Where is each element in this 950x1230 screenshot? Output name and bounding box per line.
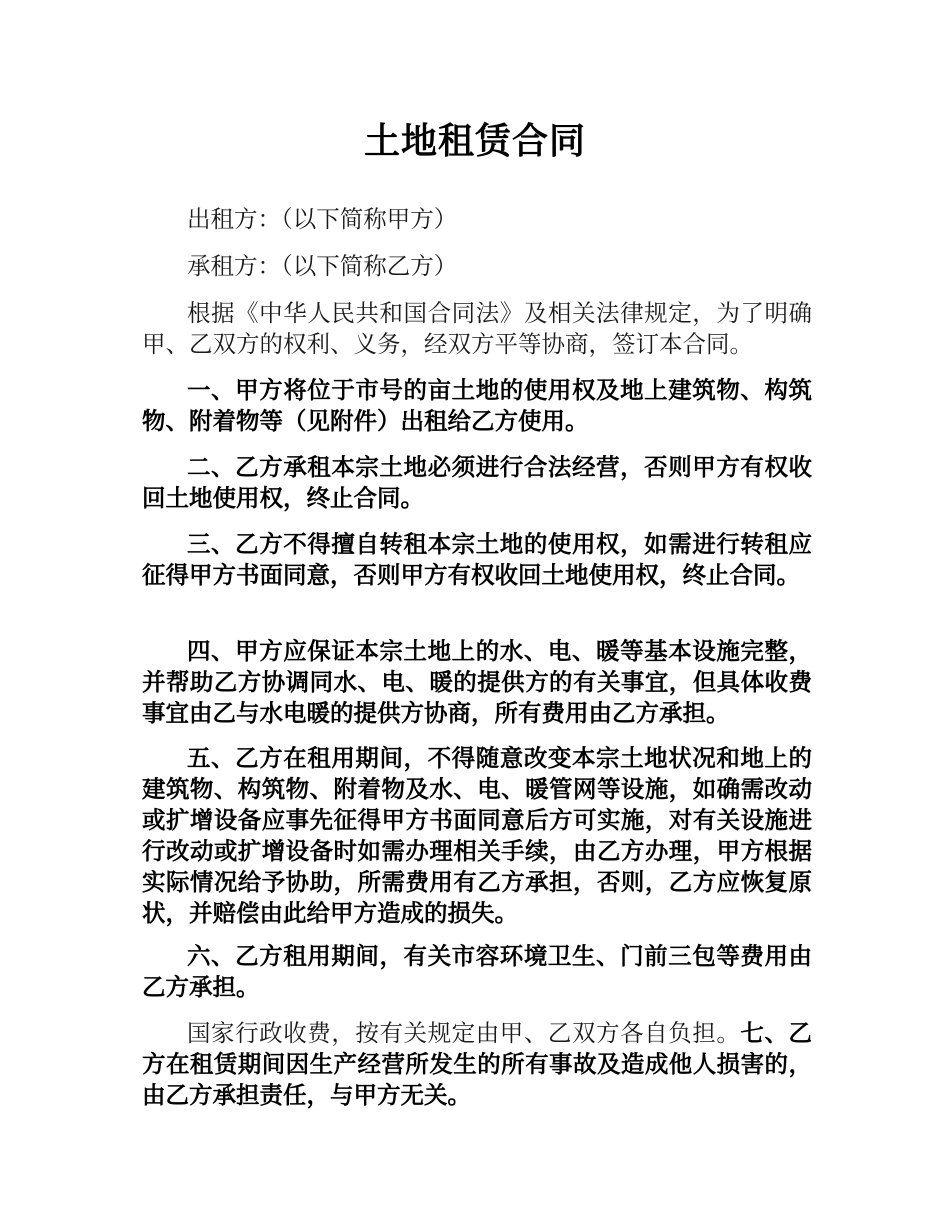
lessee-line: 承租方：（以下简称乙方）: [187, 252, 458, 280]
clause-1: 一、甲方将位于市号的亩土地的使用权及地上建筑物、构筑物、附着物等（见附件）出租给乙方使用。: [142, 376, 812, 435]
clause-5: 五、乙方在租用期间，不得随意改变本宗土地状况和地上的建筑物、构筑物、附着物及水、电、暖管网等设施，如确需改动或扩增设备应事先征得甲方书面同意后方可实施，对有关设施进行改动或扩增设备时如需办理相关手续，由乙方办理，甲方根据实际情况给予协助，所需费用有乙方承担，否则，乙方应恢复原状，并赔偿由此给甲方造成的损失。: [142, 744, 812, 927]
tax-note: 国家行政收费，按有关规定由甲、乙双方各自负担。: [187, 1019, 741, 1047]
tax-and-clause-7-paragraph: [142, 1018, 812, 1111]
clause-7: 七、乙方在租赁期间因生产经营所发生的所有事故及造成他人损害的，由乙方承担责任，与甲方无关。: [142, 1019, 813, 1109]
preamble-paragraph: 根据《中华人民共和国合同法》及相关法律规定，为了明确甲、乙双方的权利、义务，经双方平等协商，签订本合同。: [142, 299, 812, 358]
clause-6: 六、乙方租用期间，有关市容环境卫生、门前三包等费用由乙方承担。: [142, 942, 812, 1001]
lessor-line: 出租方：（以下简称甲方）: [187, 205, 458, 233]
clause-4: 四、甲方应保证本宗土地上的水、电、暖等基本设施完整，并帮助乙方协调同水、电、暖的提供方的有关事宜，但具体收费事宜由乙与水电暖的提供方协商，所有费用由乙方承担。: [142, 637, 812, 727]
clause-3: 三、乙方不得擅自转租本宗土地的使用权，如需进行转租应征得甲方书面同意，否则甲方有权收回土地使用权，终止合同。: [142, 530, 812, 589]
document-title: 土地租赁合同: [363, 121, 586, 162]
clause-2: 二、乙方承租本宗土地必须进行合法经营，否则甲方有权收回土地使用权，终止合同。: [142, 453, 812, 512]
